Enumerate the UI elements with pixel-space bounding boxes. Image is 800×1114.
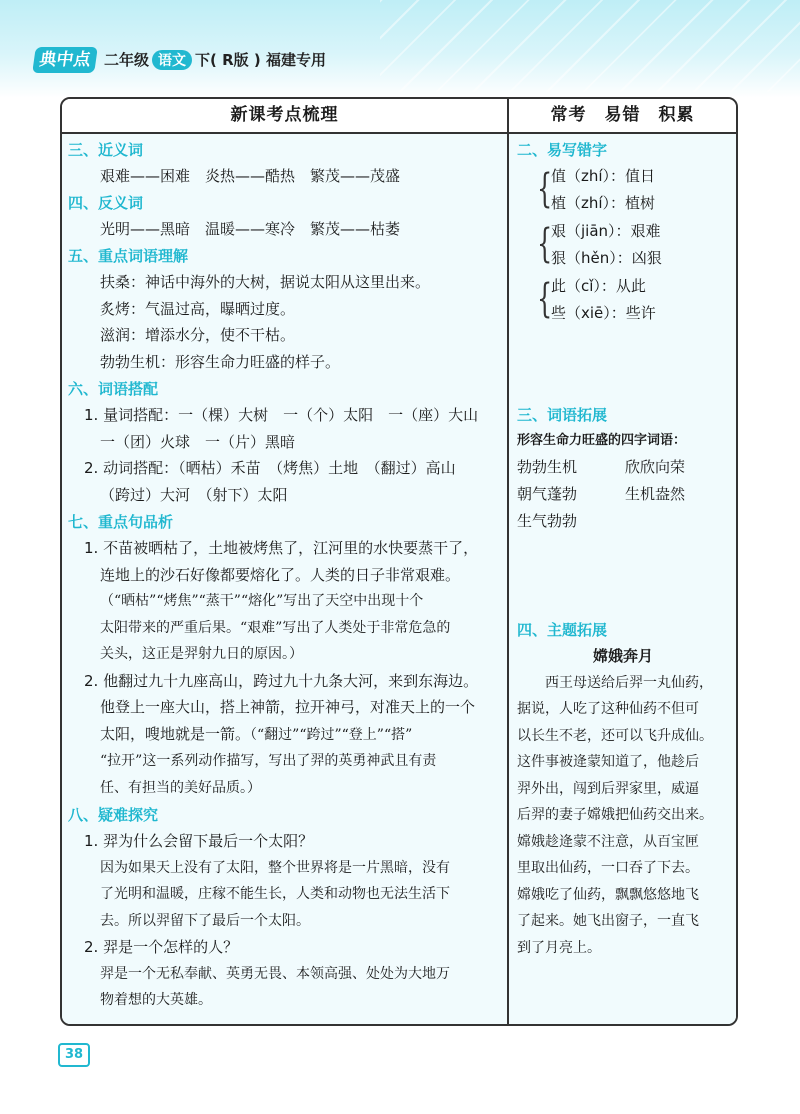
answer-line: 去。所以羿留下了最后一个太阳。: [100, 912, 310, 929]
section-word-expansion: [517, 402, 733, 535]
story-line: 西王母送给后羿一丸仙药，: [517, 674, 713, 691]
expansion-word: 勃勃生机: [517, 458, 578, 476]
story-line: 这件事被逄蒙知道了，他趁后: [517, 754, 699, 770]
subject-badge: 语文: [152, 50, 192, 70]
page-number: 38: [58, 1043, 90, 1067]
char-entry: 此（cǐ）：从此: [551, 277, 646, 295]
brace-icon: {: [537, 221, 553, 267]
grade-label: 二年级: [104, 51, 150, 69]
brand-logo: 典中点: [32, 47, 98, 73]
word-row: [517, 454, 733, 481]
section-title: 四、反义词: [68, 194, 144, 212]
right-column-title: 常考 易错 积累: [509, 99, 736, 134]
question: 1. 羿为什么会留下最后一个太阳？: [84, 832, 314, 850]
brace-icon: {: [537, 276, 553, 322]
edition-label: 下( R版 ) 福建专用: [195, 51, 326, 69]
char-entry: 值（zhí）：值日: [551, 167, 656, 185]
header-banner: [0, 0, 800, 98]
sentence-line: 他登上一座大山，搭上神箭，拉开神弓，对准天上的一个: [100, 698, 476, 716]
analysis-line: “拉开”这一系列动作描写，写出了羿的英勇神武且有责: [100, 753, 437, 769]
section-sentence-analysis: [68, 509, 478, 801]
section-title: 三、近义词: [68, 141, 144, 159]
word-definition: 扶桑：神话中海外的大树，据说太阳从这里出来。: [100, 273, 431, 291]
answer-line: 羿是一个无私奉献、英勇无畏、本领高强、处处为大地万: [100, 965, 450, 982]
collocation-line: 1. 量词搭配：一（棵）大树 一（个）太阳 一（座）大山: [84, 406, 479, 424]
section-difficult-questions: [68, 802, 450, 1014]
expansion-word: 欣欣向荣: [625, 458, 686, 476]
section-antonyms: [68, 190, 400, 243]
analysis-line: （“晒枯”“烤焦”“蒸干”“熔化”写出了天空中出现十个: [100, 593, 424, 609]
expansion-word: 朝气蓬勃: [517, 485, 578, 503]
analysis-text: （“翻过”“跨过”“登上”“搭”: [250, 726, 413, 743]
section-collocations: [68, 376, 478, 508]
expansion-subtitle: 形容生命力旺盛的四字词语：: [517, 433, 687, 448]
sentence-line: [68, 721, 478, 749]
char-group: [537, 163, 662, 216]
char-entry: 植（zhí）：植树: [551, 193, 656, 212]
analysis-line: 任、有担当的美好品质。）: [100, 779, 261, 796]
word-definition: 滋润：增添水分，使不干枯。: [100, 326, 296, 344]
sentence-line: 连地上的沙石好像都要熔化了。人类的日子非常艰难。: [100, 565, 461, 584]
word-definition: 炙烤：气温过高，曝晒过度。: [100, 299, 296, 318]
antonym-line: 光明——黑暗 温暖——寒冷 繁茂——枯萎: [100, 220, 401, 238]
section-title: 六、词语搭配: [68, 380, 159, 398]
analysis-line: 太阳带来的严重后果。“艰难”写出了人类处于非常危急的: [100, 619, 451, 636]
story-line: 后羿的妻子嫦娥把仙药交出来。: [517, 807, 713, 823]
section-key-words: [68, 243, 430, 375]
answer-line: 了光明和温暖，庄稼不能生长，人类和动物也无法生活下: [100, 886, 450, 902]
sentence-line: 2. 他翻过九十九座高山，跨过九十九条大河，来到东海边。: [84, 671, 479, 690]
book-info: [104, 49, 326, 70]
section-title: 四、主题拓展: [517, 621, 608, 639]
sentence-line: 1. 不苗被晒枯了，土地被烤焦了，江河里的水快要蒸干了，: [84, 539, 479, 557]
section-title: 二、易写错字: [517, 141, 608, 159]
section-title: 三、词语拓展: [517, 406, 608, 424]
content-frame: [60, 97, 738, 1026]
story-line: 以长生不老，还可以飞升成仙。: [517, 727, 713, 744]
story-title: 嫦娥奔月: [592, 647, 653, 665]
word-row: [517, 481, 733, 508]
sentence-text: 太阳，嗖地就是一箭。: [100, 724, 251, 743]
char-group: [537, 218, 662, 271]
story-line: 嫦娥吃了仙药，飘飘悠悠地飞: [517, 886, 699, 903]
brace-icon: {: [537, 166, 553, 212]
collocation-line: （跨过）大河 （射下）太阳: [100, 485, 288, 504]
char-entry: 狠（hěn）：凶狠: [551, 248, 662, 267]
left-column: [62, 99, 507, 1024]
section-title: 五、重点词语理解: [68, 247, 189, 265]
char-group: [537, 273, 662, 326]
analysis-line: 关头，这正是羿射九日的原因。）: [100, 646, 303, 662]
collocation-line: 2. 动词搭配：（晒枯）禾苗 （烤焦）土地 （翻过）高山: [84, 459, 456, 477]
story-line: 羿外出，闯到后羿家里，威逼: [517, 780, 699, 797]
word-definition: 勃勃生机：形容生命力旺盛的样子。: [100, 352, 341, 371]
section-confusable-chars: [517, 137, 662, 328]
section-theme-expansion: [517, 617, 729, 961]
section-title: 八、疑难探究: [68, 806, 159, 824]
answer-line: 因为如果天上没有了太阳，整个世界将是一片黑暗，没有: [100, 859, 450, 876]
question: 2. 羿是一个怎样的人？: [84, 938, 239, 956]
char-entry: 些（xiē）：些许: [551, 303, 656, 322]
collocation-line: 一（团）火球 一（片）黑暗: [100, 432, 296, 451]
story-line: 嫦娥趁逄蒙不注意，从百宝匣: [517, 833, 699, 850]
left-column-title: 新课考点梳理: [62, 99, 507, 134]
char-entry: 艰（jiān）：艰难: [551, 222, 661, 240]
story-line: 到了月亮上。: [517, 939, 601, 956]
right-column: [509, 99, 736, 1024]
section-synonyms: [68, 137, 400, 190]
synonym-line: 艰难——困难 炎热——酷热 繁茂——茂盛: [100, 167, 401, 185]
story-line: 里取出仙药，一口吞了下去。: [517, 860, 699, 876]
banner-decoration: [380, 0, 800, 92]
word-row: [517, 508, 733, 535]
story-line: 了起来。她飞出窗子，一直飞: [517, 913, 699, 929]
story-line: 据说，人吃了这种仙药不但可: [517, 701, 699, 717]
expansion-word: 生气勃勃: [517, 512, 578, 530]
expansion-word: 生机盎然: [625, 485, 686, 503]
answer-line: 物着想的大英雄。: [100, 992, 212, 1008]
section-title: 七、重点句品析: [68, 513, 174, 531]
